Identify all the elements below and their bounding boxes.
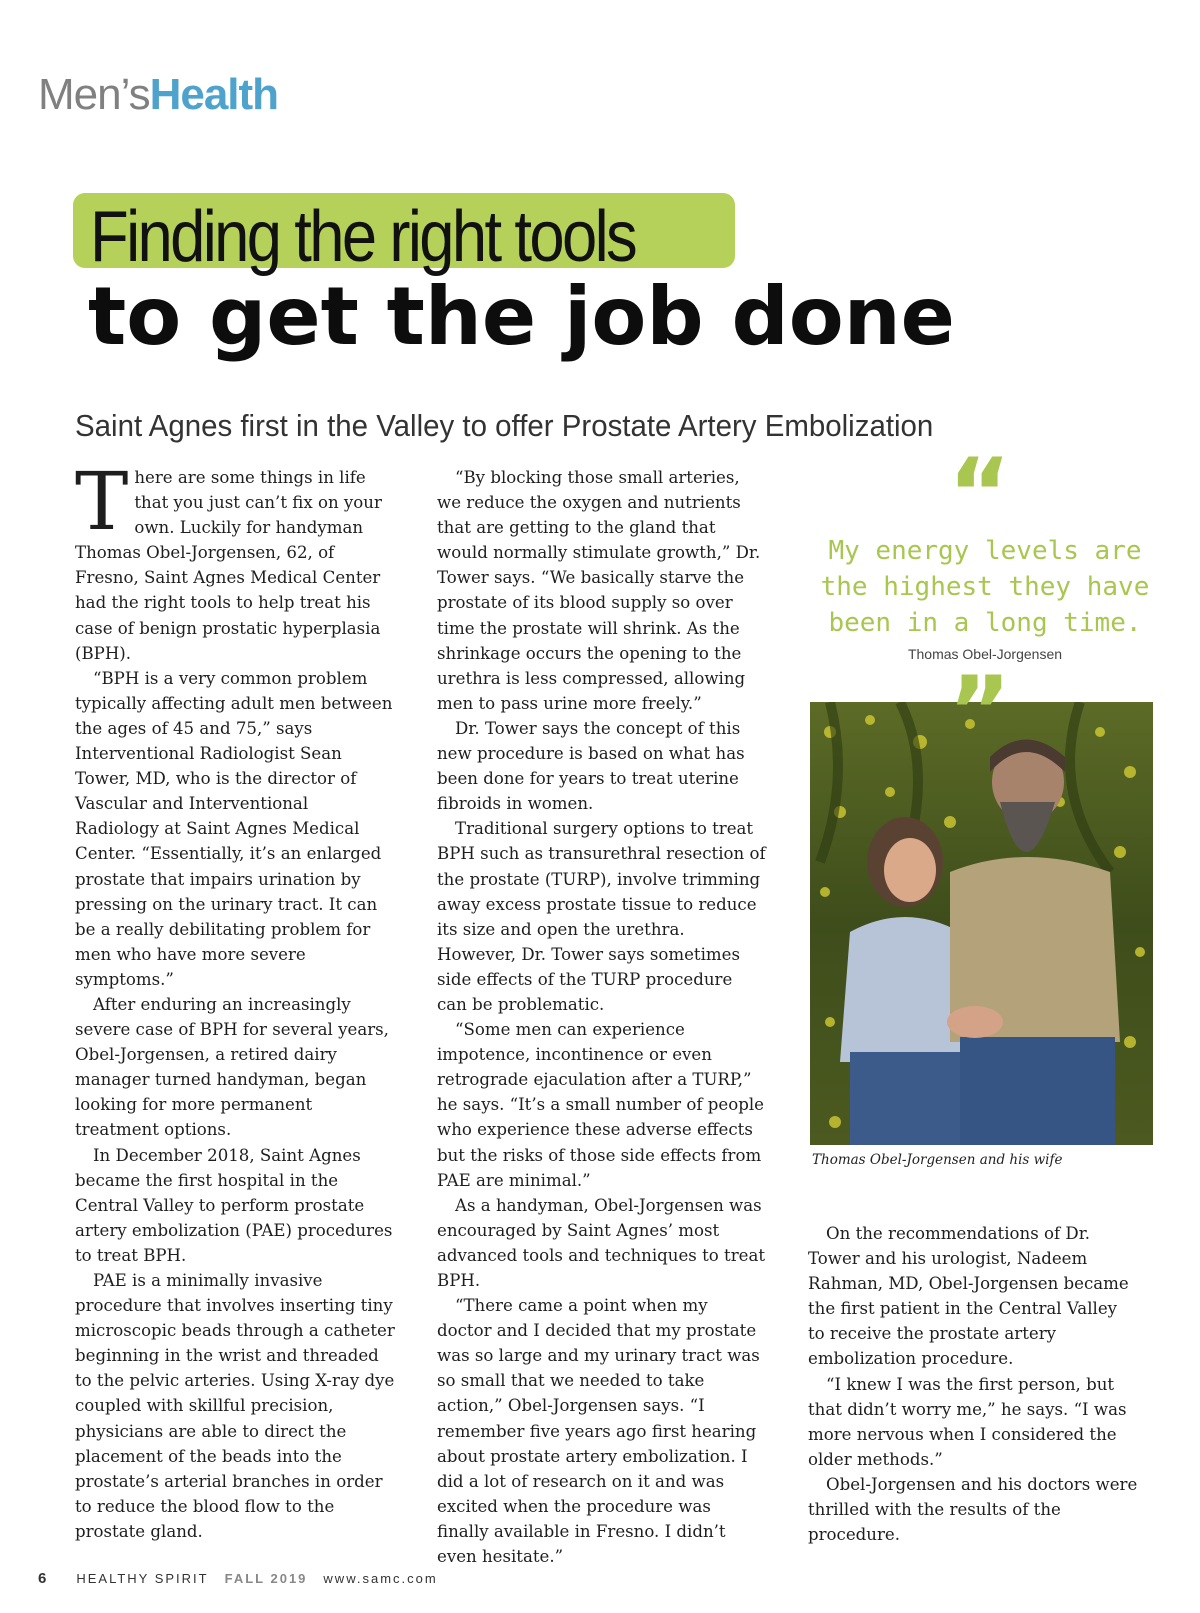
paragraph: Traditional surgery options to treat BPH such as transurethral resection of the prostate (TURP), involve trimming away excess prostate tissue to reduce its size and open the urethra. However, Dr. Tower says sometimes side effects of the TURP procedure can be problematic. (437, 819, 766, 1014)
open-quote-icon: “ (948, 438, 1012, 550)
paragraph: Obel-Jorgensen and his doctors were thrilled with the results of the procedure. (808, 1474, 1138, 1545)
pull-quote: My energy levels are the highest they have been in a long time. (820, 536, 1150, 638)
photo-caption: Thomas Obel-Jorgensen and his wife (812, 1152, 1063, 1168)
headline-line1: Finding the right tools (90, 197, 636, 277)
page-number: 6 (38, 1570, 47, 1587)
section-label (38, 70, 278, 120)
website-url: www.samc.com (323, 1571, 438, 1586)
paragraph: There are some things in life that you just can’t fix on your own. Luckily for handyman Thomas Obel-Jorgensen, 62, of Fresno, Saint Agnes Medical Center had the right tools to help treat his case of benign prostatic hyperplasia (BPH). (75, 455, 382, 663)
paragraph: As a handyman, Obel-Jorgensen was encouraged by Saint Agnes’ most advanced tools and techniques to treat BPH. (437, 1195, 766, 1290)
section-label-light: Men’s (38, 70, 150, 119)
headline-line2: to get the job done (88, 270, 955, 363)
couple-photo (810, 702, 1153, 1145)
paragraph: On the recommendations of Dr. Tower and his urologist, Nadeem Rahman, MD, Obel-Jorgensen became the first patient in the Central Valley to receive the prostate artery embolization procedure. (808, 1224, 1129, 1369)
issue-season: FALL 2019 (224, 1571, 308, 1586)
paragraph: PAE is a minimally invasive procedure that involves inserting tiny microscopic beads through a catheter beginning in the wrist and threaded to the pelvic arteries. Using X-ray dye coupled with skillful precision, physicians are able to direct the placement of the beads into the prostate’s arterial branches in order to reduce the blood flow to the prostate gland. (75, 1271, 395, 1541)
paragraph: “By blocking those small arteries, we reduce the oxygen and nutrients that are getting to the gland that would normally stimulate growth,” Dr. Tower says. “We basically starve the prostate of its blood supply so over time the prostate will shrink. As the shrinkage occurs the opening to the urethra is less compressed, allowing men to pass urine more freely.” (437, 468, 761, 713)
paragraph: Dr. Tower says the concept of this new procedure is based on what has been done for years to treat uterine fibroids in women. (437, 718, 745, 814)
pull-quote-attribution: Thomas Obel-Jorgensen (907, 646, 1063, 662)
section-label-bold: Health (149, 70, 279, 119)
drop-cap: T (75, 455, 129, 548)
publication-name: HEALTHY SPIRIT (76, 1571, 209, 1586)
paragraph: “Some men can experience impotence, incontinence or even retrograde ejaculation after a TURP,” he says. “It’s a small number of people who experience these adverse effects but the risks of those side effects from PAE are minimal.” (437, 1020, 764, 1190)
paragraph: After enduring an increasingly severe case of BPH for several years, Obel-Jorgensen, a retired dairy manager turned handyman, began looking for more permanent treatment options. (75, 994, 389, 1140)
paragraph: In December 2018, Saint Agnes became the first hospital in the Central Valley to perform prostate artery embolization (PAE) procedures to treat BPH. (75, 1145, 393, 1265)
paragraph: “There came a point when my doctor and I decided that my prostate was so large and my urinary tract was so small that we needed to take action,” Obel-Jorgensen says. “I remember five years ago first hearing about prostate artery embolization. I did a lot of research on it and was excited when the procedure was finally available in Fresno. I didn’t even hesitate.” (437, 1296, 760, 1567)
subheadline: Saint Agnes first in the Valley to offer Prostate Artery Embolization (75, 408, 934, 443)
article-column-2 (437, 465, 767, 1569)
article-column-3 (808, 1221, 1138, 1547)
paragraph: “I knew I was the first person, but that didn’t worry me,” he says. “I was more nervous when I considered the older methods.” (808, 1374, 1127, 1469)
close-quote-icon: ” (948, 656, 1012, 768)
page-footer (38, 1570, 438, 1587)
paragraph: “BPH is a very common problem typically affecting adult men between the ages of 45 and 75,” says Interventional Radiologist Sean Tower, MD, who is the director of Vascular and Interventional Radiology at Saint Agnes Medical Center. “Essentially, it’s an enlarged prostate that impairs urination by pressing on the urinary tract. It can be a really debilitating problem for men who have more severe symptoms.” (75, 668, 393, 989)
article-column-1 (75, 455, 395, 1544)
